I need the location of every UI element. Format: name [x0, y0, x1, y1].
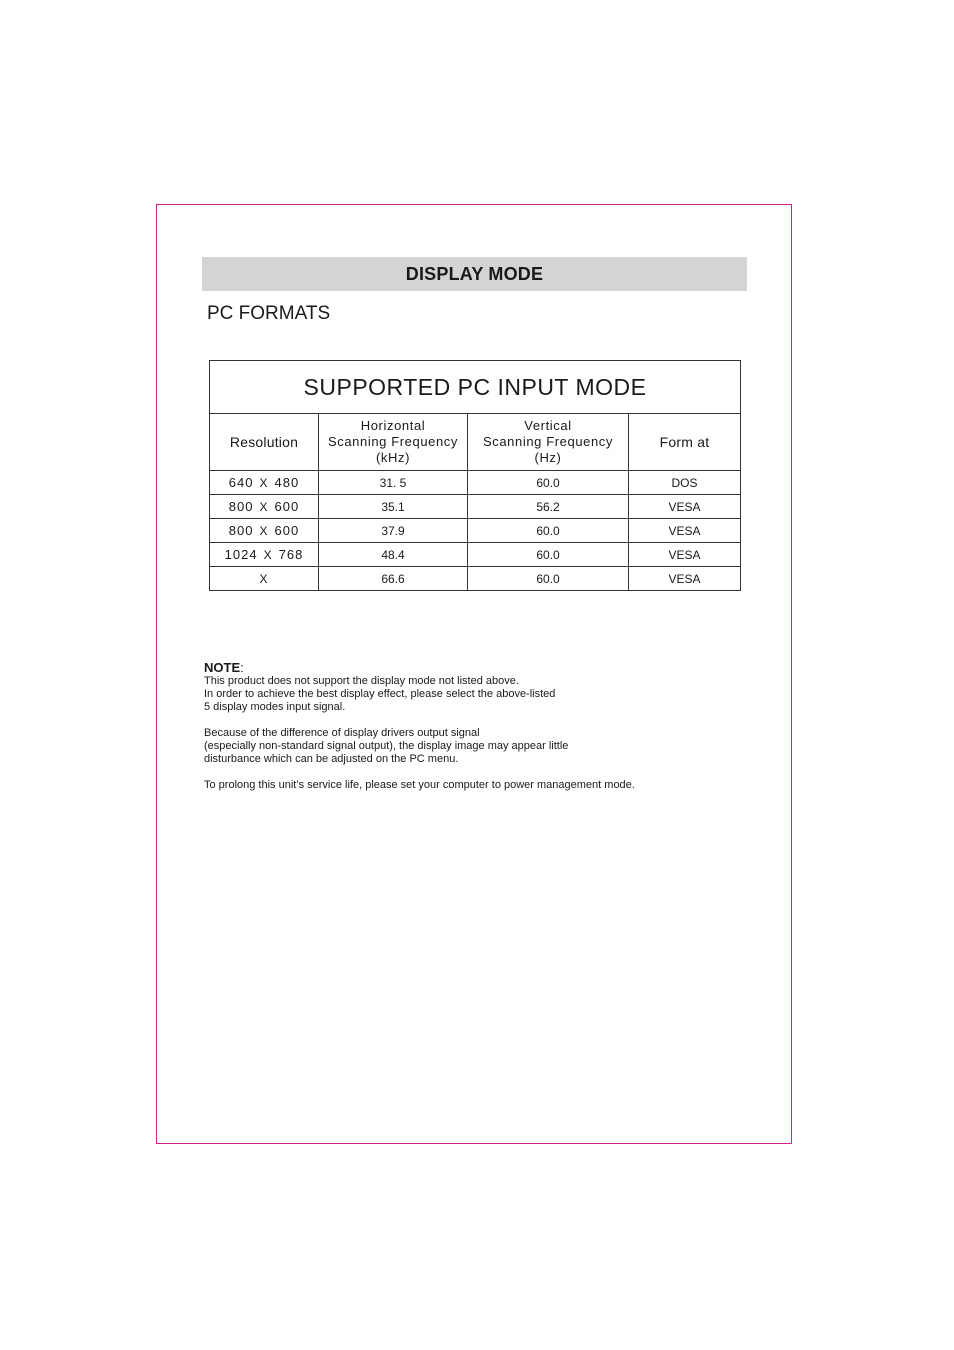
resolution-cell: [210, 543, 319, 567]
note-line: This product does not support the display mode not listed above.: [204, 675, 519, 687]
format-cell: DOS: [629, 471, 741, 495]
header-vertical-line-3: (Hz): [534, 450, 562, 465]
resolution-height: 600: [274, 499, 300, 514]
section-banner: [202, 257, 747, 291]
resolution-cell: [210, 471, 319, 495]
horizontal-frequency-cell: 35.1: [319, 495, 468, 519]
section-title: DISPLAY MODE: [405, 263, 544, 284]
horizontal-frequency-cell: 66.6: [319, 567, 468, 591]
resolution-width: 800: [228, 499, 254, 514]
note-line: In order to achieve the best display effect, please select the above-listed: [204, 688, 556, 700]
header-horizontal-frequency: [319, 414, 468, 471]
table-row: [210, 519, 741, 543]
note-heading: [204, 660, 764, 675]
format-cell: VESA: [629, 543, 741, 567]
horizontal-frequency-cell: 31. 5: [319, 471, 468, 495]
format-cell: VESA: [629, 567, 741, 591]
table-title: SUPPORTED PC INPUT MODE: [210, 361, 741, 414]
pc-input-mode-table: [209, 360, 741, 591]
note-line: To prolong this unit’s service life, please set your computer to power management mode.: [204, 779, 635, 791]
table-row: [210, 471, 741, 495]
resolution-width: 800: [228, 523, 254, 538]
note-line: (especially non-standard signal output), the display image may appear little: [204, 740, 569, 752]
note-line: Because of the difference of display drivers output signal: [204, 727, 480, 739]
resolution-separator: X: [263, 548, 273, 562]
horizontal-frequency-cell: 37.9: [319, 519, 468, 543]
resolution-separator: X: [259, 524, 269, 538]
horizontal-frequency-cell: 48.4: [319, 543, 468, 567]
resolution-height: 768: [278, 547, 304, 562]
resolution-width: 1024: [224, 547, 258, 562]
resolution-cell: [210, 567, 319, 591]
header-horizontal-line-3: (kHz): [375, 450, 411, 465]
header-horizontal-line-1: Horizontal: [360, 418, 426, 433]
note-colon: :: [240, 660, 244, 675]
vertical-frequency-cell: 60.0: [468, 519, 629, 543]
header-vertical-line-2: Scanning Frequency: [482, 434, 614, 449]
format-cell: VESA: [629, 495, 741, 519]
resolution-separator: X: [259, 476, 269, 490]
vertical-frequency-cell: 60.0: [468, 471, 629, 495]
resolution-width: 640: [228, 475, 254, 490]
note-line: disturbance which can be adjusted on the PC menu.: [204, 753, 459, 765]
format-cell: VESA: [629, 519, 741, 543]
resolution-cell: [210, 519, 319, 543]
header-vertical-line-1: Vertical: [524, 418, 572, 433]
note-section: [204, 660, 764, 792]
table-row: [210, 495, 741, 519]
resolution-height: 600: [274, 523, 300, 538]
table-header-row: [210, 414, 741, 471]
note-label: NOTE: [204, 660, 241, 675]
note-line: 5 display modes input signal.: [204, 701, 346, 713]
header-format: Form at: [629, 414, 741, 471]
table-row: [210, 567, 741, 591]
header-vertical-frequency: [468, 414, 629, 471]
paragraph-spacer: [204, 714, 764, 727]
paragraph-spacer: [204, 766, 764, 779]
table-title-row: [210, 361, 741, 414]
table-row: [210, 543, 741, 567]
resolution-cell: [210, 495, 319, 519]
resolution-separator: X: [259, 500, 269, 514]
header-horizontal-line-2: Scanning Frequency: [327, 434, 459, 449]
vertical-frequency-cell: 60.0: [468, 567, 629, 591]
subtitle: PC FORMATS: [207, 303, 331, 324]
header-resolution: Resolution: [210, 414, 319, 471]
vertical-frequency-cell: 60.0: [468, 543, 629, 567]
resolution-separator: X: [259, 572, 269, 586]
resolution-height: 480: [274, 475, 300, 490]
vertical-frequency-cell: 56.2: [468, 495, 629, 519]
